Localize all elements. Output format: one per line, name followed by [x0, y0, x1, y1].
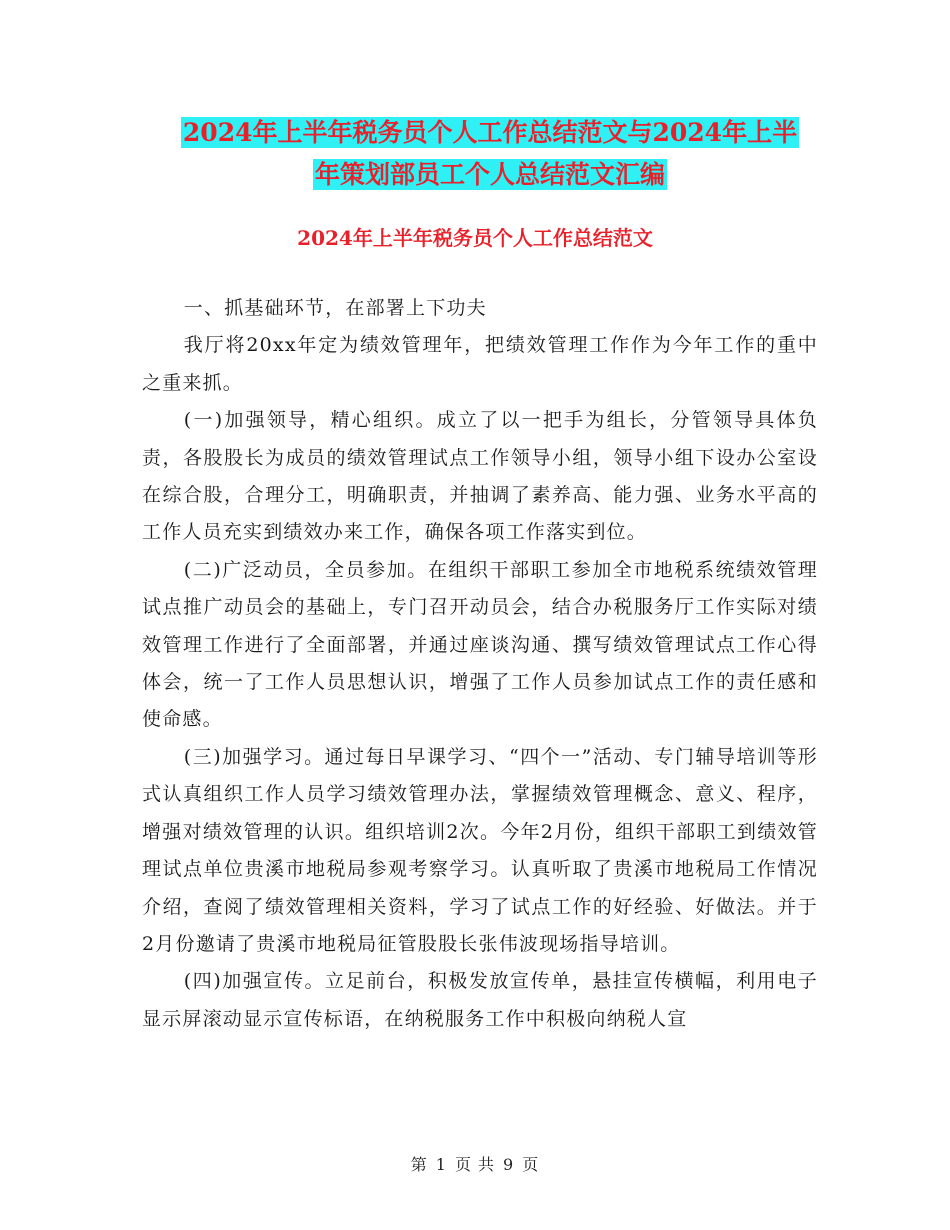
paragraph: 我厅将20xx年定为绩效管理年，把绩效管理工作作为今年工作的重中之重来抓。 [142, 334, 818, 394]
paragraph: (三)加强学习。通过每日早课学习、“四个一”活动、专门辅导培训等形式认真组织工作人员学习绩效管理办法，掌握绩效管理概念、意义、程序，增强对绩效管理的认识。组织培训2次。今年2月份，组织干部职工到绩效管理试点单位贵溪市地税局参观考察学习。认真听取了贵溪市地税局工作情况介绍，查阅了绩效管理相关资料，学习了试点工作的好经验、好做法。并于2月份邀请了贵溪市地税局征管股股长张伟波现场指导培训。 [142, 745, 818, 955]
page-total: 9 [503, 1155, 515, 1174]
footer-mid: 页 共 [454, 1155, 496, 1174]
title-line-2: 年策划部员工个人总结范文汇编 [314, 160, 665, 189]
page-number: 1 [435, 1155, 447, 1174]
document-body [142, 290, 818, 1038]
paragraph: (二)广泛动员，全员参加。在组织干部职工参加全市地税系统绩效管理试点推广动员会的基础上，专门召开动员会，结合办税服务厅工作实际对绩效管理工作进行了全面部署，并通过座谈沟通、撰写绩效管理试点工作心得体会，统一了工作人员思想认识，增强了工作人员参加试点工作的责任感和使命感。 [142, 558, 818, 731]
page-footer [0, 1152, 950, 1175]
section-title: 2024年上半年税务员个人工作总结范文 [297, 226, 653, 250]
paragraph: (四)加强宣传。立足前台，积极发放宣传单，悬挂宣传横幅，利用电子显示屏滚动显示宣传标语，在纳税服务工作中积极向纳税人宣 [142, 970, 818, 1030]
paragraph: 一、抓基础环节，在部署上下功夫 [183, 297, 487, 319]
paragraph: (一)加强领导，精心组织。成立了以一把手为组长，分管领导具体负责，各股股长为成员的绩效管理试点工作领导小组，领导小组下设办公室设在综合股，合理分工，明确职责，并抽调了素养高、能力强、业务水平高的工作人员充实到绩效办来工作，确保各项工作落实到位。 [142, 409, 818, 544]
footer-prefix: 第 [410, 1155, 428, 1174]
title-line-1: 2024年上半年税务员个人工作总结范文与2024年上半 [182, 118, 798, 147]
footer-suffix: 页 [522, 1155, 540, 1174]
document-title [140, 112, 840, 196]
